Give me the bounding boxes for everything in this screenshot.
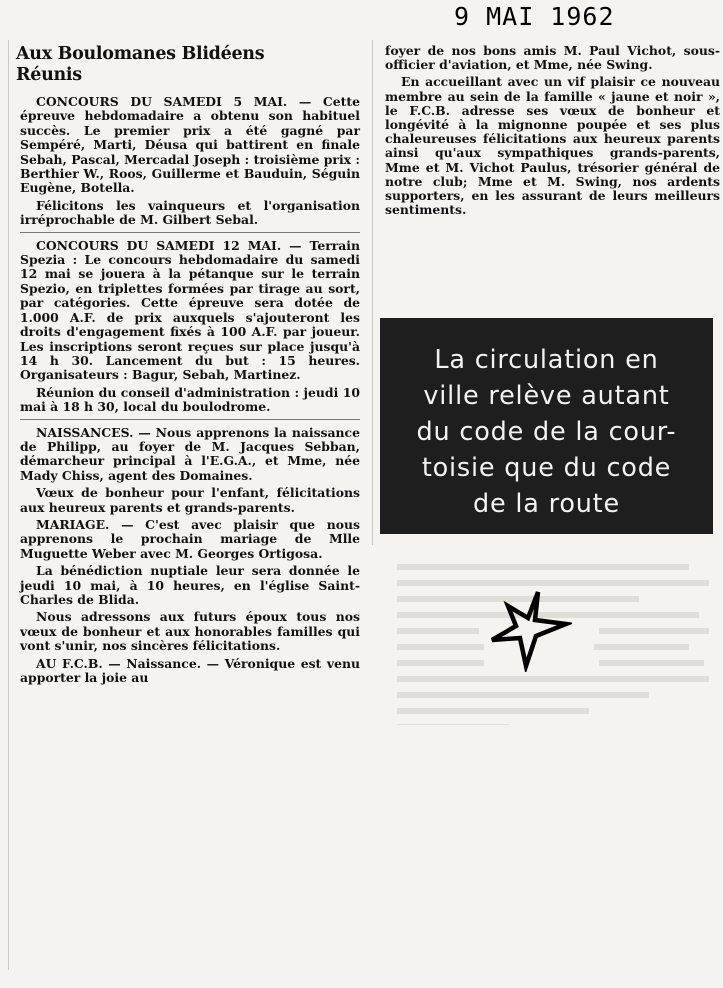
paragraph-concours-5-mai: CONCOURS DU SAMEDI 5 MAI. — Cette épreuve hebdomadaire a obtenu son habituel succès. Le premier prix a été gagné par Sempéré, Marti, Déusa qui battirent en finale Sebah, Pascal, Mercadal Joseph : troisième prix : Berthier W., Roos, Guillerme et Bauduin, Séguin Eugène, Botella.	[20, 94, 360, 196]
article-heading	[16, 44, 360, 86]
paragraph-concours-12-mai: CONCOURS DU SAMEDI 12 MAI. — Terrain Spezia : Le concours hebdomadaire du samedi 12 mai se jouera à la pétanque sur le terrain Spezio, en triplettes formées par tirage au sort, par catégories. Cette épreuve sera dotée de 1.000 A.F. de prix auxquels s'ajouteront les droits d'engagement fixés à 100 A.F. par joueur. Les inscriptions seront reçues sur place jusqu'à 14 h 30. Lancement du but : 15 heures. Organisateurs : Bagur, Sebah, Martinez.	[20, 237, 360, 383]
paragraph-reunion-conseil: Réunion du conseil d'administration : jeudi 10 mai à 18 h 30, local du boulodrome.	[20, 384, 360, 415]
paragraph-au-fcb: AU F.C.B. — Naissance. — Véronique est venu apporter la joie au	[20, 655, 360, 686]
boxed-notice	[380, 318, 713, 534]
right-article-column	[385, 44, 720, 220]
paragraph-foyer-vichot: foyer de nos bons amis M. Paul Vichot, sous-officier d'aviation, et Mme, née Swing.	[385, 43, 720, 73]
paragraph-futurs-epoux: Nous adressons aux futurs époux tous nos vœux de bonheur et aux honorables familles qui vont s'unir, nos sincères félicitations.	[20, 609, 360, 654]
paragraph-benediction: La bénédiction nuptiale leur sera donnée le jeudi 10 mai, à 10 heures, en l'église Saint-Charles de Blida.	[20, 563, 360, 607]
paragraph-accueil: En accueillant avec un vif plaisir ce nouveau membre au sein de la famille « jaune et noir », le F.C.B. adresse ses vœux de bonheur et longévité à la mignonne poupée et ses plus chaleureuses félicitations aux heureux parents ainsi qu'aux sympathiques grands-parents, Mme et M. Vichot Paulus, trésorier général de notre club; Mme et M. Swing, nos ardents supporters, en les assurant de leurs meilleurs sentiments.	[385, 74, 720, 218]
boxed-notice-text: La circulation en ville relève autant du code de la cour- toisie que du code de la route	[416, 345, 677, 519]
paragraph-mariage: MARIAGE. — C'est avec plaisir que nous apprenons le prochain mariage de Mlle Muguette Weber avec M. Georges Ortigosa.	[20, 516, 360, 561]
column-separator	[372, 40, 373, 545]
date-stamp: 9 MAI 1962	[454, 2, 615, 31]
star-outline-icon	[486, 586, 572, 672]
paragraph-voeux: Vœux de bonheur pour l'enfant, félicitations aux heureux parents et grands-parents.	[20, 485, 360, 515]
divider	[20, 232, 360, 233]
paragraph-naissances: NAISSANCES. — Nous apprenons la naissance de Philipp, au foyer de M. Jacques Sebban, démarcheur principal à l'E.G.A., et Mme, née Mady Chiss, agent des Domaines.	[20, 424, 360, 483]
divider	[20, 419, 360, 420]
paragraph-felicitations: Félicitons les vainqueurs et l'organisation irréprochable de M. Gilbert Sebal.	[20, 197, 360, 228]
left-article-column	[16, 44, 360, 688]
heading-line-1: Aux Boulomanes Blidéens	[16, 44, 265, 64]
heading-line-2: Réunis	[16, 65, 82, 85]
left-column-border	[8, 40, 9, 970]
